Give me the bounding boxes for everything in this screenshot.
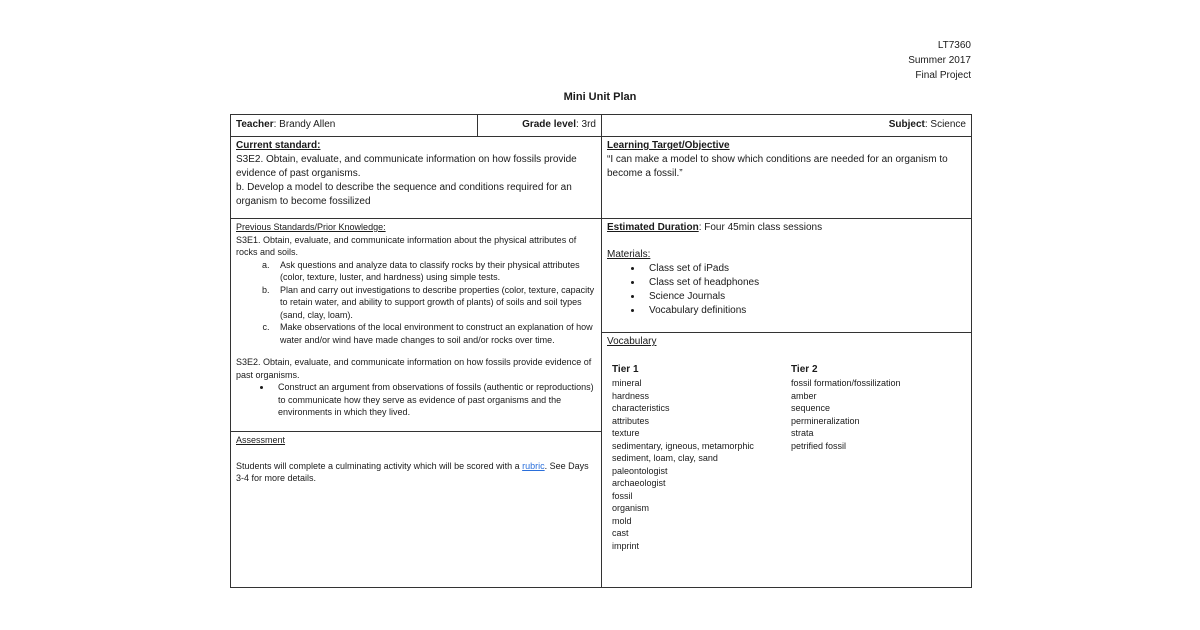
vocabulary-cell xyxy=(601,332,972,588)
list-item: sequence xyxy=(791,403,831,413)
assessment-text-before: Students will complete a culminating activity which will be scored with a xyxy=(236,460,523,471)
grade-value: : 3rd xyxy=(575,119,596,130)
assessment-heading: Assessment xyxy=(236,435,286,445)
prior-standard-1: S3E1. Obtain, evaluate, and communicate information about the physical attributes of rocks and soils. xyxy=(236,234,577,257)
list-item: mold xyxy=(612,515,632,526)
assessment-text-after: . See Days 3-4 for more details. xyxy=(236,460,589,483)
list-item: c. Make observations of the local environment to construct an explanation of how water and/or wind have made changes to soil and/or rocks over time. xyxy=(272,321,596,346)
list-item: imprint xyxy=(612,540,640,551)
course-code: LT7360 xyxy=(937,40,971,51)
prior-knowledge-cell xyxy=(230,218,602,432)
list-item: characteristics xyxy=(612,403,670,413)
list-item: texture xyxy=(612,428,640,438)
list-item: • Construct an argument from observations of fossils (authentic or reproductions) to communicate how they serve as evidence of past organisms and the environments in which they lived. xyxy=(272,381,596,419)
page-title: Mini Unit Plan xyxy=(563,91,637,103)
tier2-label: Tier 2 xyxy=(791,364,818,375)
subject-cell xyxy=(602,115,971,136)
prior-standard-2: S3E2. Obtain, evaluate, and communicate information on how fossils provide evidence of past organisms. xyxy=(236,357,592,380)
list-item: strata xyxy=(791,428,814,438)
learning-target-cell xyxy=(601,136,972,219)
duration-materials-cell xyxy=(601,218,972,333)
list-item: paleontologist xyxy=(612,465,668,476)
list-item: • Class set of iPads xyxy=(643,262,966,276)
rubric-link[interactable]: rubric xyxy=(522,460,545,471)
list-item: organism xyxy=(612,503,650,513)
subject-label: Subject xyxy=(888,119,925,130)
vocabulary-columns xyxy=(607,363,966,563)
current-standard-line3: b. Develop a model to describe the sequence and conditions required for an xyxy=(236,182,572,193)
materials-heading: Materials: xyxy=(607,249,651,260)
learning-target-text: “I can make a model to show which conditions are needed for an organism to become a fossil.” xyxy=(607,154,948,179)
assignment-name: Final Project xyxy=(915,70,971,81)
list-item: hardness xyxy=(612,390,650,401)
current-standard-line2: evidence of past organisms. xyxy=(236,168,361,179)
grade-cell xyxy=(478,115,602,136)
list-item: attributes xyxy=(612,415,650,426)
current-standard-cell xyxy=(230,136,602,219)
tier1-column xyxy=(612,363,754,552)
list-item: archaeologist xyxy=(612,478,666,488)
list-item: sediment, loam, clay, sand xyxy=(612,453,718,463)
duration-heading: Estimated Duration xyxy=(607,222,699,233)
list-item: fossil xyxy=(612,490,633,501)
list-item: b. Plan and carry out investigations to describe properties (color, texture, capacity to retain water, and ability to support growth of plants) of soils and soil types (sand, clay, loam). xyxy=(272,284,596,322)
prior-standard-1-list xyxy=(236,259,596,347)
list-item: a. Ask questions and analyze data to classify rocks by their physical attributes (color, texture, luster, and hardness) using simple tests. xyxy=(272,259,596,284)
list-item: sedimentary, igneous, metamorphic xyxy=(612,440,754,451)
teacher-cell xyxy=(231,115,478,136)
tier1-label: Tier 1 xyxy=(612,364,639,375)
list-item: permineralization xyxy=(791,415,860,426)
list-item: • Vocabulary definitions xyxy=(643,304,966,318)
list-item: cast xyxy=(612,528,629,538)
list-item: petrified fossil xyxy=(791,440,847,451)
materials-list xyxy=(607,262,966,318)
prior-knowledge-heading: Previous Standards/Prior Knowledge: xyxy=(236,222,386,232)
subject-value: : Science xyxy=(924,119,966,130)
tier2-column xyxy=(791,363,901,452)
assessment-text xyxy=(236,460,596,485)
list-item: amber xyxy=(791,390,817,401)
vocabulary-heading: Vocabulary xyxy=(607,336,657,347)
prior-standard-2-list xyxy=(236,381,596,419)
duration-line xyxy=(607,221,966,235)
list-item: • Science Journals xyxy=(643,290,966,304)
list-item: • Class set of headphones xyxy=(643,276,966,290)
list-item: mineral xyxy=(612,378,642,388)
current-standard-heading: Current standard: xyxy=(236,140,321,151)
assessment-cell xyxy=(230,431,602,588)
document-header xyxy=(908,38,971,83)
grade-label: Grade level xyxy=(522,119,576,130)
learning-target-heading: Learning Target/Objective xyxy=(607,140,730,151)
current-standard-line1: S3E2. Obtain, evaluate, and communicate information on how fossils provide xyxy=(236,154,577,165)
teacher-value: : Brandy Allen xyxy=(273,119,336,130)
duration-text: : Four 45min class sessions xyxy=(698,222,823,233)
term: Summer 2017 xyxy=(908,55,971,66)
current-standard-line4: organism to become fossilized xyxy=(236,196,371,207)
info-row xyxy=(230,114,972,137)
list-item: fossil formation/fossilization xyxy=(791,378,901,388)
teacher-label: Teacher xyxy=(236,119,274,130)
